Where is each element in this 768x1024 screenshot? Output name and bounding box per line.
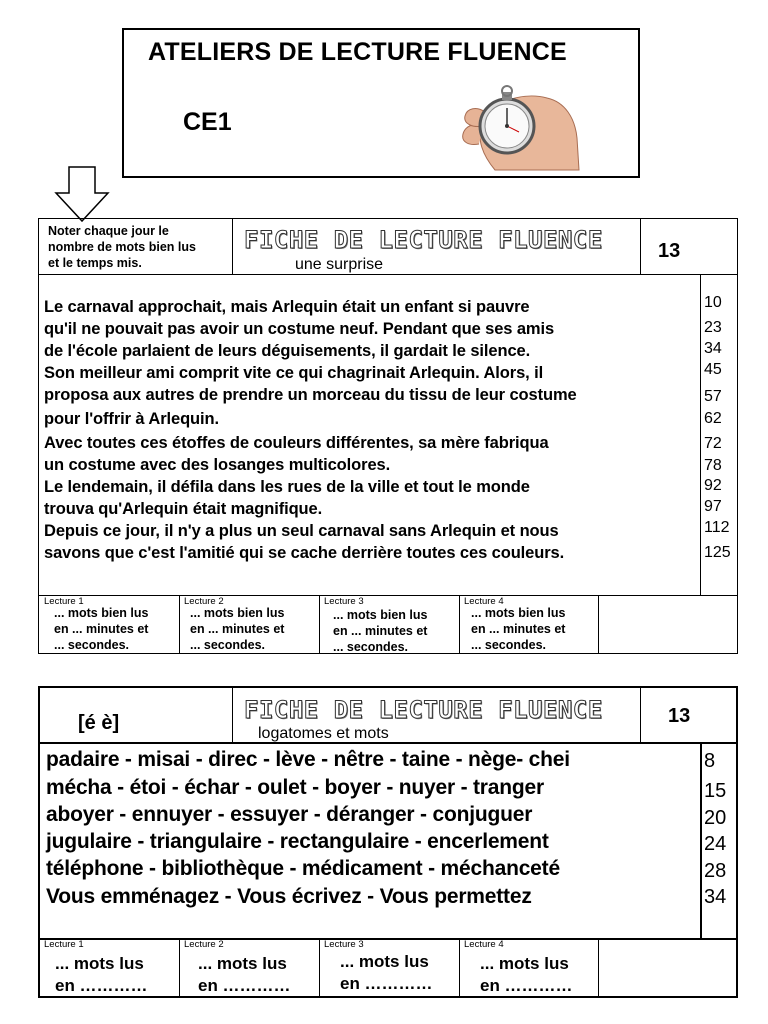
text-line: pour l'offrir à Arlequin. bbox=[44, 410, 219, 428]
word-count: 92 bbox=[704, 477, 722, 494]
lecture-label: Lecture 4 bbox=[464, 596, 504, 607]
sheet2-subtitle: logatomes et mots bbox=[258, 725, 389, 742]
lecture-line: en ………… bbox=[340, 974, 433, 993]
text-line: Depuis ce jour, il n'y a plus un seul carnaval sans Arlequin et nous bbox=[44, 522, 559, 540]
word-count: 15 bbox=[704, 780, 727, 802]
page-title: ATELIERS DE LECTURE FLUENCE bbox=[148, 38, 567, 66]
sheet1-lecture-divider bbox=[179, 595, 180, 654]
lecture-cell bbox=[333, 607, 427, 655]
sheet2-lecture-divider bbox=[598, 938, 599, 998]
lecture-label: Lecture 1 bbox=[44, 939, 84, 950]
lecture-label: Lecture 2 bbox=[184, 939, 224, 950]
sheet1-heading: FICHE DE LECTURE FLUENCE bbox=[244, 226, 603, 254]
sheet1-lecture-divider bbox=[319, 595, 320, 654]
sheet2-number: 13 bbox=[668, 705, 691, 727]
sheet2-footer-divider bbox=[38, 938, 738, 940]
grade-label: CE1 bbox=[183, 108, 232, 136]
note-line: Noter chaque jour le bbox=[48, 224, 169, 238]
lecture-cell bbox=[198, 953, 291, 997]
stopwatch-hand-icon bbox=[455, 78, 585, 174]
lecture-line: ... secondes. bbox=[190, 638, 266, 652]
word-count: 62 bbox=[704, 410, 722, 427]
lecture-line: en ………… bbox=[480, 976, 573, 995]
sheet1-lecture-divider bbox=[459, 595, 460, 654]
sheet2-count-divider bbox=[700, 742, 702, 938]
arrow-down-icon bbox=[52, 165, 112, 223]
text-line: Le lendemain, il défila dans les rues de la ville et tout le monde bbox=[44, 478, 530, 496]
lecture-line: en ... minutes et bbox=[333, 624, 428, 638]
lecture-label: Lecture 3 bbox=[324, 596, 364, 607]
lecture-label: Lecture 4 bbox=[464, 939, 504, 950]
lecture-line: ... mots lus bbox=[55, 954, 144, 973]
word-count: 20 bbox=[704, 807, 727, 829]
lecture-label: Lecture 2 bbox=[184, 596, 224, 607]
word-line: Vous emménagez - Vous écrivez - Vous permettez bbox=[46, 885, 532, 908]
lecture-line: ... mots bien lus bbox=[190, 606, 285, 620]
word-count: 8 bbox=[704, 750, 716, 772]
lecture-line: en ………… bbox=[55, 976, 148, 995]
note-line: nombre de mots bien lus bbox=[48, 240, 196, 254]
lecture-label: Lecture 3 bbox=[324, 939, 364, 950]
lecture-line: ... mots lus bbox=[480, 954, 569, 973]
word-count: 34 bbox=[704, 886, 727, 908]
lecture-line: ... mots bien lus bbox=[333, 608, 428, 622]
lecture-cell bbox=[55, 953, 148, 997]
sheet1-footer-divider bbox=[38, 595, 738, 596]
lecture-cell bbox=[480, 953, 573, 997]
lecture-line: ... secondes. bbox=[54, 638, 130, 652]
lecture-line: ... secondes. bbox=[471, 638, 547, 652]
text-line: savons que c'est l'amitié qui se cache derrière toutes ces couleurs. bbox=[44, 544, 565, 562]
sheet2-divider bbox=[640, 686, 641, 742]
word-count: 34 bbox=[704, 340, 722, 357]
word-count: 72 bbox=[704, 435, 722, 452]
word-count: 112 bbox=[704, 519, 730, 536]
note-line: et le temps mis. bbox=[48, 256, 142, 270]
word-count: 28 bbox=[704, 860, 727, 882]
lecture-line: ... secondes. bbox=[333, 640, 409, 654]
word-count: 45 bbox=[704, 361, 722, 378]
word-count: 24 bbox=[704, 833, 727, 855]
sheet2-lecture-divider bbox=[179, 938, 180, 998]
text-line: qu'il ne pouvait pas avoir un costume neuf. Pendant que ses amis bbox=[44, 320, 555, 338]
sheet1-header-divider bbox=[38, 274, 738, 275]
sheet1-divider bbox=[640, 218, 641, 274]
word-line: téléphone - bibliothèque - médicament - méchanceté bbox=[46, 857, 560, 880]
word-count: 57 bbox=[704, 388, 722, 405]
word-count: 78 bbox=[704, 457, 722, 474]
text-line: Son meilleur ami comprit vite ce qui chagrinait Arlequin. Alors, il bbox=[44, 364, 544, 382]
word-count: 125 bbox=[704, 544, 731, 561]
sheet1-lecture-divider bbox=[598, 595, 599, 654]
lecture-cell bbox=[190, 605, 284, 653]
text-line: de l'école parlaient de leurs déguisements, il gardait le silence. bbox=[44, 342, 531, 360]
instruction-note bbox=[48, 223, 233, 271]
sheet2-lecture-divider bbox=[319, 938, 320, 998]
text-line: Le carnaval approchait, mais Arlequin était un enfant si pauvre bbox=[44, 298, 530, 316]
lecture-line: ... mots bien lus bbox=[54, 606, 149, 620]
word-line: mécha - étoi - échar - oulet - boyer - nuyer - tranger bbox=[46, 776, 544, 799]
lecture-line: ... mots bien lus bbox=[471, 606, 566, 620]
sheet1-count-divider bbox=[700, 274, 701, 595]
lecture-line: en ………… bbox=[198, 976, 291, 995]
lecture-line: ... mots lus bbox=[340, 952, 429, 971]
lecture-line: en ... minutes et bbox=[471, 622, 566, 636]
sheet1-subtitle: une surprise bbox=[295, 256, 384, 273]
lecture-cell bbox=[54, 605, 148, 653]
lecture-cell bbox=[340, 951, 433, 995]
word-line: padaire - misai - direc - lève - nêtre - taine - nège- chei bbox=[46, 748, 570, 771]
text-line: proposa aux autres de prendre un morceau du tissu de leur costume bbox=[44, 386, 577, 404]
text-line: un costume avec des losanges multicolores. bbox=[44, 456, 391, 474]
text-line: trouva qu'Arlequin était magnifique. bbox=[44, 500, 323, 518]
sound-label: [é è] bbox=[78, 712, 120, 734]
lecture-label: Lecture 1 bbox=[44, 596, 84, 607]
sheet2-divider bbox=[232, 686, 233, 742]
sheet2-heading: FICHE DE LECTURE FLUENCE bbox=[244, 696, 603, 724]
lecture-cell bbox=[471, 605, 565, 653]
word-line: jugulaire - triangulaire - rectangulaire - encerlement bbox=[46, 830, 549, 853]
sheet1-number: 13 bbox=[658, 240, 681, 262]
word-count: 10 bbox=[704, 294, 722, 311]
text-line: Avec toutes ces étoffes de couleurs différentes, sa mère fabriqua bbox=[44, 434, 549, 452]
word-line: aboyer - ennuyer - essuyer - déranger - conjuguer bbox=[46, 803, 533, 826]
lecture-line: en ... minutes et bbox=[190, 622, 285, 636]
sheet2-lecture-divider bbox=[459, 938, 460, 998]
word-count: 23 bbox=[704, 319, 722, 336]
word-count: 97 bbox=[704, 498, 722, 515]
lecture-line: en ... minutes et bbox=[54, 622, 149, 636]
lecture-line: ... mots lus bbox=[198, 954, 287, 973]
